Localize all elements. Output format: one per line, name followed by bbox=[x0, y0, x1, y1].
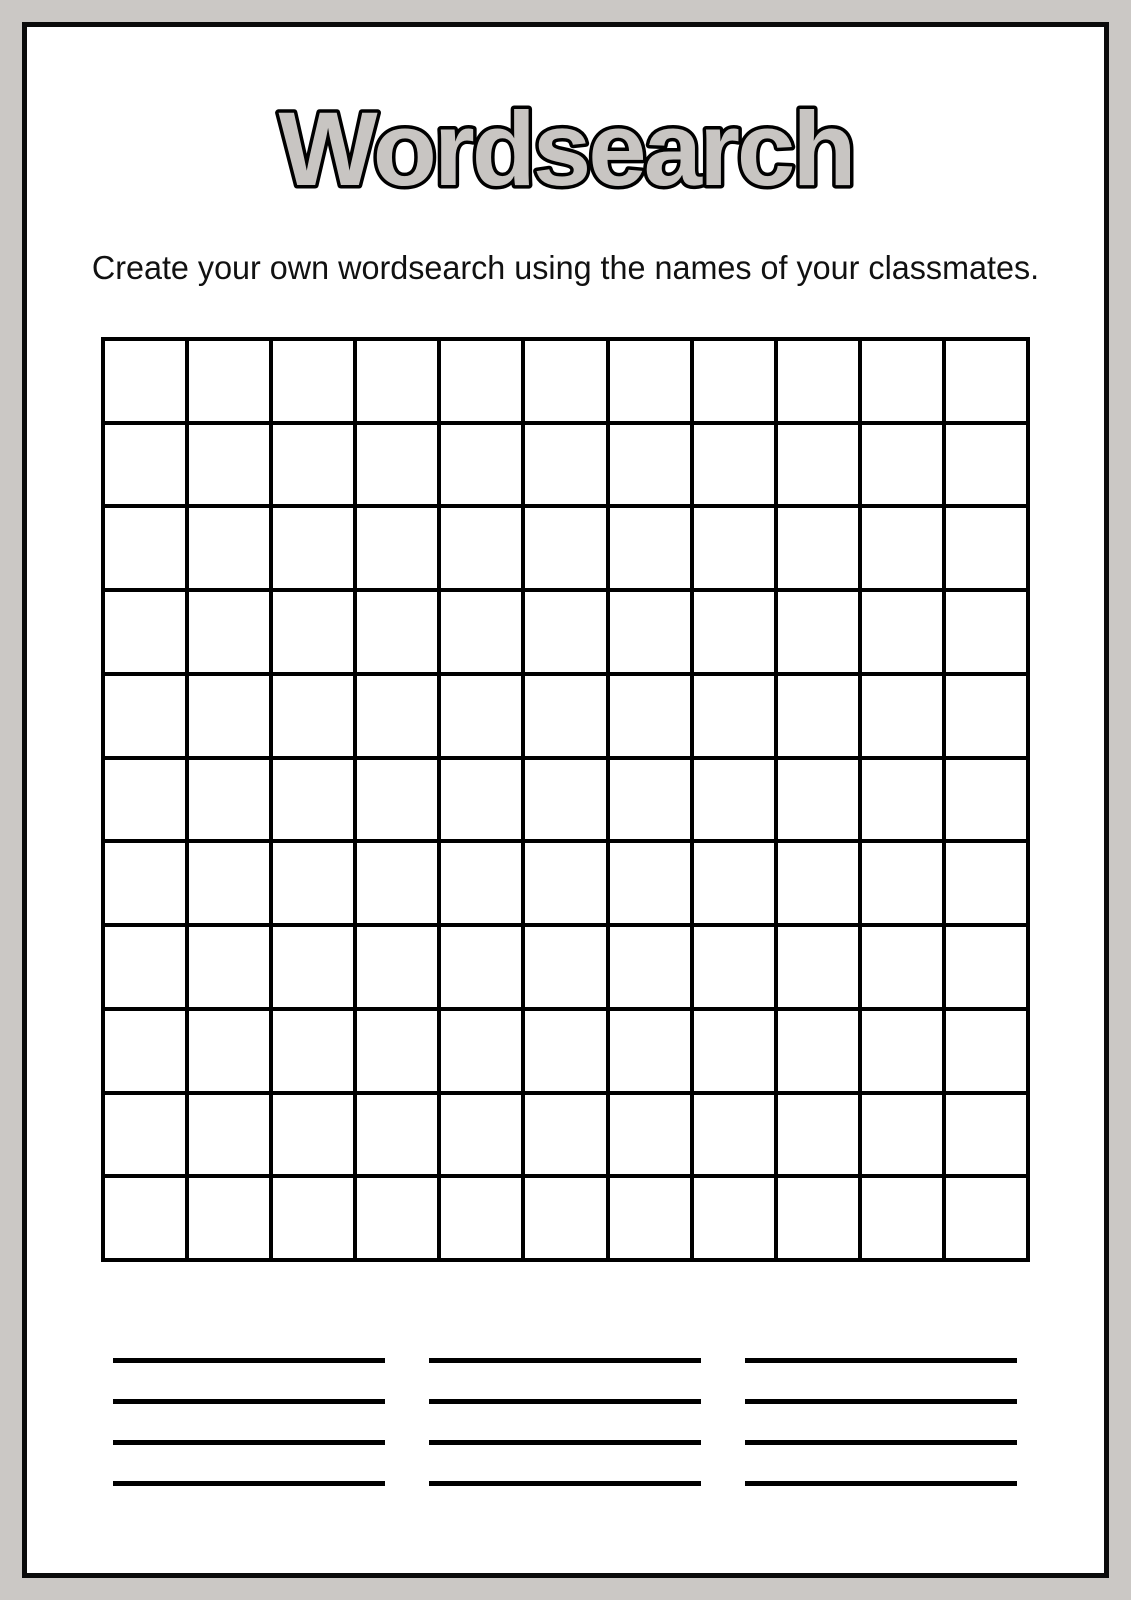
answer-line bbox=[113, 1481, 385, 1486]
grid-cell bbox=[523, 1093, 607, 1177]
grid-cell bbox=[439, 339, 523, 423]
page-title: Wordsearch bbox=[278, 91, 853, 208]
answer-line-column bbox=[429, 1358, 701, 1486]
grid-cell bbox=[776, 1009, 860, 1093]
grid-cell bbox=[776, 339, 860, 423]
answer-line-column bbox=[113, 1358, 385, 1486]
grid-cell bbox=[103, 339, 187, 423]
grid-cell bbox=[187, 925, 271, 1009]
grid-cell bbox=[355, 590, 439, 674]
grid-cell bbox=[944, 1009, 1028, 1093]
grid-cell bbox=[692, 841, 776, 925]
grid-cell bbox=[103, 423, 187, 507]
grid-cell bbox=[860, 1176, 944, 1260]
grid-cell bbox=[860, 590, 944, 674]
grid-cell bbox=[439, 841, 523, 925]
grid-cell bbox=[103, 925, 187, 1009]
instruction-text: Create your own wordsearch using the names of your classmates. bbox=[91, 249, 1040, 286]
grid-cell bbox=[692, 1009, 776, 1093]
answer-line bbox=[429, 1481, 701, 1486]
grid-cell bbox=[439, 674, 523, 758]
grid-cell bbox=[692, 674, 776, 758]
grid-cell bbox=[187, 674, 271, 758]
grid-cell bbox=[608, 841, 692, 925]
grid-cell bbox=[944, 925, 1028, 1009]
grid-cell bbox=[439, 1176, 523, 1260]
grid-cell bbox=[860, 841, 944, 925]
grid-cell bbox=[355, 1093, 439, 1177]
grid-cell bbox=[439, 1093, 523, 1177]
worksheet-title-art bbox=[186, 67, 946, 217]
grid-cell bbox=[608, 1176, 692, 1260]
wordsearch-grid bbox=[101, 337, 1030, 1262]
grid-cell bbox=[355, 506, 439, 590]
grid-cell bbox=[860, 339, 944, 423]
grid-cell bbox=[860, 674, 944, 758]
grid-cell bbox=[860, 1093, 944, 1177]
grid-cell bbox=[860, 506, 944, 590]
grid-cell bbox=[608, 1093, 692, 1177]
grid-cell bbox=[355, 1009, 439, 1093]
grid-cell bbox=[692, 758, 776, 842]
answer-line-column bbox=[745, 1358, 1017, 1486]
grid-cell bbox=[608, 423, 692, 507]
grid-cell bbox=[608, 1009, 692, 1093]
grid-cell bbox=[944, 674, 1028, 758]
grid-cell bbox=[439, 758, 523, 842]
grid-cell bbox=[103, 1009, 187, 1093]
grid-cell bbox=[692, 423, 776, 507]
grid-cell bbox=[776, 841, 860, 925]
grid-cell bbox=[776, 674, 860, 758]
worksheet-page bbox=[22, 22, 1109, 1578]
grid-cell bbox=[523, 1176, 607, 1260]
grid-cell bbox=[103, 506, 187, 590]
grid-cell bbox=[523, 925, 607, 1009]
grid-cell bbox=[187, 758, 271, 842]
grid-cell bbox=[355, 339, 439, 423]
grid-cell bbox=[187, 339, 271, 423]
grid-cell bbox=[608, 925, 692, 1009]
grid-cell bbox=[271, 590, 355, 674]
grid-cell bbox=[608, 506, 692, 590]
grid-cell bbox=[523, 758, 607, 842]
answer-line bbox=[113, 1440, 385, 1445]
grid-cell bbox=[692, 339, 776, 423]
grid-cell bbox=[271, 1009, 355, 1093]
grid-cell bbox=[944, 339, 1028, 423]
grid-cell bbox=[439, 590, 523, 674]
grid-cell bbox=[355, 925, 439, 1009]
answer-line bbox=[429, 1358, 701, 1363]
grid-cell bbox=[523, 506, 607, 590]
grid-cell bbox=[439, 1009, 523, 1093]
grid-cell bbox=[523, 841, 607, 925]
grid-cell bbox=[523, 339, 607, 423]
grid-cell bbox=[944, 590, 1028, 674]
grid-cell bbox=[860, 1009, 944, 1093]
answer-line bbox=[745, 1481, 1017, 1486]
grid-cell bbox=[271, 1176, 355, 1260]
grid-cell bbox=[523, 590, 607, 674]
grid-cell bbox=[776, 758, 860, 842]
grid-cell bbox=[187, 506, 271, 590]
grid-cell bbox=[271, 423, 355, 507]
grid-cell bbox=[776, 1176, 860, 1260]
grid-cell bbox=[608, 590, 692, 674]
grid-cell bbox=[271, 506, 355, 590]
grid-cell bbox=[776, 506, 860, 590]
grid-cell bbox=[608, 674, 692, 758]
grid-cell bbox=[271, 1093, 355, 1177]
grid-cell bbox=[608, 758, 692, 842]
answer-line bbox=[745, 1399, 1017, 1404]
answer-line bbox=[429, 1440, 701, 1445]
grid-cell bbox=[103, 758, 187, 842]
grid-cell bbox=[692, 1093, 776, 1177]
answer-line bbox=[745, 1358, 1017, 1363]
grid-cell bbox=[944, 758, 1028, 842]
grid-cell bbox=[523, 423, 607, 507]
grid-cell bbox=[860, 758, 944, 842]
grid-cell bbox=[439, 423, 523, 507]
grid-cell bbox=[355, 758, 439, 842]
grid-cell bbox=[355, 1176, 439, 1260]
grid-cell bbox=[187, 423, 271, 507]
grid-cell bbox=[944, 841, 1028, 925]
grid-cell bbox=[355, 841, 439, 925]
grid-cell bbox=[944, 423, 1028, 507]
grid-cell bbox=[103, 1093, 187, 1177]
answer-lines-section bbox=[113, 1358, 1017, 1486]
grid-cell bbox=[439, 506, 523, 590]
grid-cell bbox=[608, 339, 692, 423]
grid-cell bbox=[271, 925, 355, 1009]
grid-cell bbox=[523, 1009, 607, 1093]
grid-cell bbox=[523, 674, 607, 758]
grid-cell bbox=[271, 758, 355, 842]
grid-cell bbox=[355, 423, 439, 507]
grid-cell bbox=[692, 506, 776, 590]
grid-cell bbox=[355, 674, 439, 758]
grid-cell bbox=[187, 841, 271, 925]
grid-cell bbox=[187, 1009, 271, 1093]
grid-cell bbox=[103, 1176, 187, 1260]
grid-cell bbox=[271, 841, 355, 925]
grid-cell bbox=[692, 590, 776, 674]
grid-cell bbox=[103, 674, 187, 758]
grid-cell bbox=[692, 1176, 776, 1260]
grid-cell bbox=[944, 1093, 1028, 1177]
grid-cell bbox=[776, 925, 860, 1009]
worksheet-title-block bbox=[27, 67, 1104, 222]
answer-line bbox=[113, 1358, 385, 1363]
grid-cell bbox=[692, 925, 776, 1009]
grid-cell bbox=[103, 590, 187, 674]
grid-cell bbox=[944, 506, 1028, 590]
grid-cell bbox=[187, 1093, 271, 1177]
grid-cell bbox=[944, 1176, 1028, 1260]
grid-cell bbox=[271, 339, 355, 423]
grid-cell bbox=[860, 423, 944, 507]
grid-cell bbox=[187, 1176, 271, 1260]
answer-line bbox=[113, 1399, 385, 1404]
grid-cell bbox=[103, 841, 187, 925]
grid-cell bbox=[776, 1093, 860, 1177]
grid-cell bbox=[776, 423, 860, 507]
grid-cell bbox=[187, 590, 271, 674]
grid-cell bbox=[439, 925, 523, 1009]
grid-cell bbox=[271, 674, 355, 758]
grid-cell bbox=[776, 590, 860, 674]
answer-line bbox=[429, 1399, 701, 1404]
answer-line bbox=[745, 1440, 1017, 1445]
grid-cell bbox=[860, 925, 944, 1009]
